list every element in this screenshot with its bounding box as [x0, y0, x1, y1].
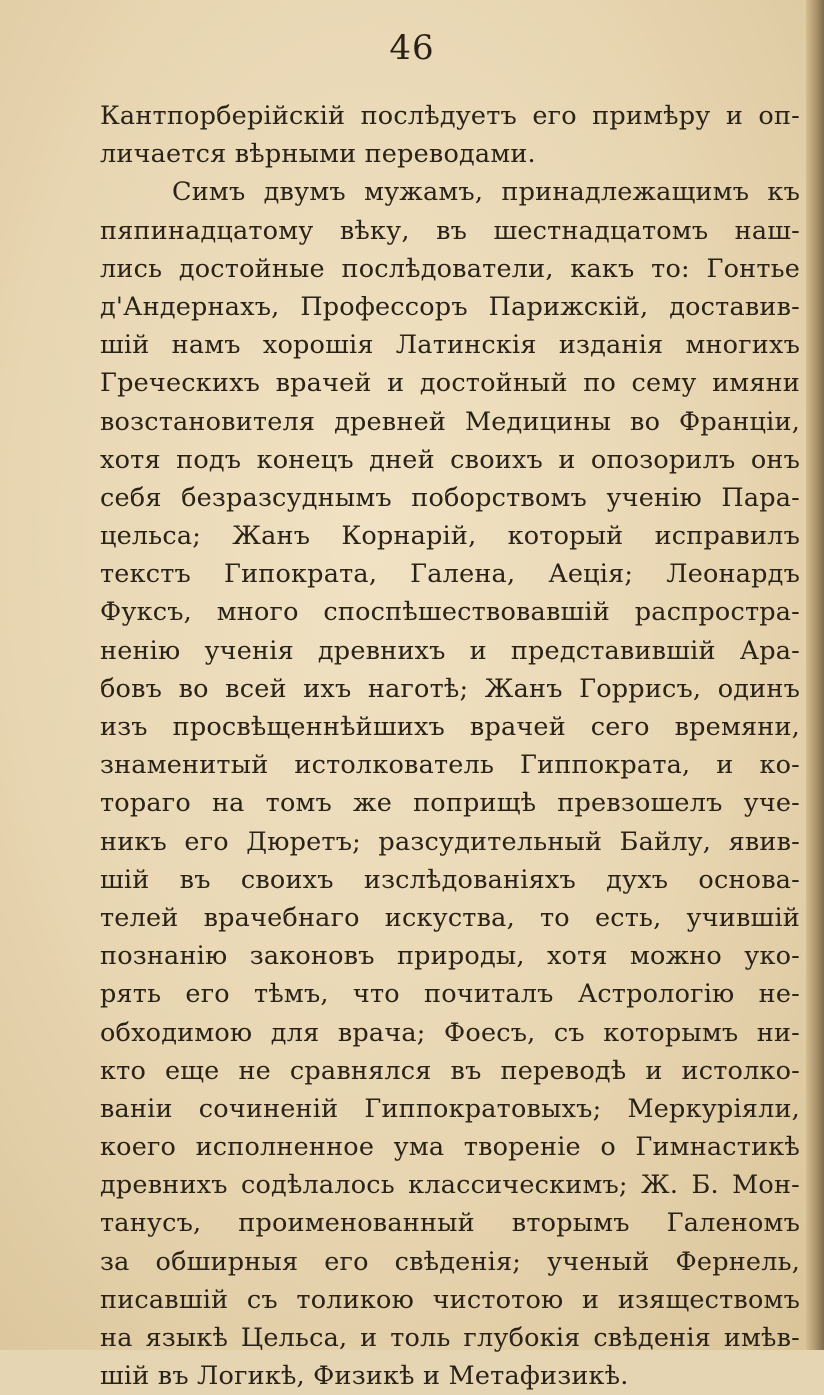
text-line: обходимою для врача; Фоесъ, съ которымъ ни- — [100, 1017, 800, 1048]
text-line: цельса; Жанъ Корнарій, который исправилъ — [100, 521, 800, 552]
page-number: 46 — [389, 28, 435, 68]
text-line: рять его тѣмъ, что почиталъ Астрологію не- — [100, 979, 800, 1010]
text-line: пяпинадцатому вѣку, въ шестнадцатомъ наш- — [100, 215, 800, 246]
text-line: возстановителя древней Медицины во Франціи, — [100, 406, 800, 437]
text-line: лись достойные послѣдователи, какъ то: Гонтье — [100, 253, 800, 284]
text-line: за обширныя его свѣденія; ученый Фернель, — [100, 1246, 800, 1277]
text-line: кто еще не сравнялся въ переводѣ и истолко- — [100, 1055, 800, 1086]
text-line: шій намъ хорошія Латинскія изданія многихъ — [100, 330, 800, 361]
body-text — [100, 97, 800, 1395]
text-line: изъ просвѣщеннѣйшихъ врачей сего времяни, — [100, 712, 800, 742]
text-line: личается вѣрными переводами. — [100, 139, 536, 170]
text-line: шій въ Логикѣ, Физикѣ и Метафизикѣ. — [100, 1361, 629, 1392]
text-line: знаменитый истолкователь Гиппократа, и ко- — [100, 750, 800, 781]
text-line: телей врачебнаго искуства, то есть, учившій — [100, 902, 800, 933]
text-line: тораго на томъ же поприщѣ превзошелъ уче- — [100, 788, 800, 819]
text-line: познанію законовъ природы, хотя можно уко- — [100, 941, 800, 972]
text-line: древнихъ содѣлалось классическимъ; Ж. Б. Мон- — [100, 1170, 800, 1201]
text-line: себя безразсуднымъ поборствомъ ученію Пара- — [100, 482, 800, 513]
text-line: танусъ, проименованный вторымъ Галеномъ — [100, 1208, 800, 1239]
text-line: хотя подъ конецъ дней своихъ и опозорилъ онъ — [100, 444, 800, 475]
text-line: ваніи сочиненій Гиппократовыхъ; Меркуріяли, — [100, 1093, 800, 1124]
text-line: шій въ своихъ изслѣдованіяхъ духъ основа- — [100, 864, 800, 895]
text-line: на языкѣ Цельса, и толь глубокія свѣденія имѣв- — [100, 1323, 800, 1353]
text-line: Кантпорберійскій послѣдуетъ его примѣру и оп- — [100, 101, 800, 131]
text-line: Греческихъ врачей и достойный по сему имяни — [100, 368, 800, 399]
text-line: Симъ двумъ мужамъ, принадлежащимъ къ — [172, 177, 800, 208]
text-line: текстъ Гипократа, Галена, Аеція; Леонардъ — [100, 559, 800, 590]
text-line: писавшій съ толикою чистотою и изяществомъ — [100, 1284, 800, 1315]
text-line: никъ его Дюретъ; разсудительный Байлу, явив- — [100, 826, 800, 857]
text-line: бовъ во всей ихъ наготѣ; Жанъ Горрисъ, одинъ — [100, 673, 800, 704]
text-line: д'Андернахъ, Профессоръ Парижскій, доставив- — [100, 291, 800, 322]
text-line: коего исполненное ума твореніе о Гимнастикѣ — [100, 1132, 800, 1163]
book-binding-edge — [806, 0, 824, 1350]
text-line: ненію ученія древнихъ и представившій Ара- — [100, 635, 800, 666]
text-line: Фуксъ, много споспѣшествовавшій распростра- — [100, 597, 800, 628]
